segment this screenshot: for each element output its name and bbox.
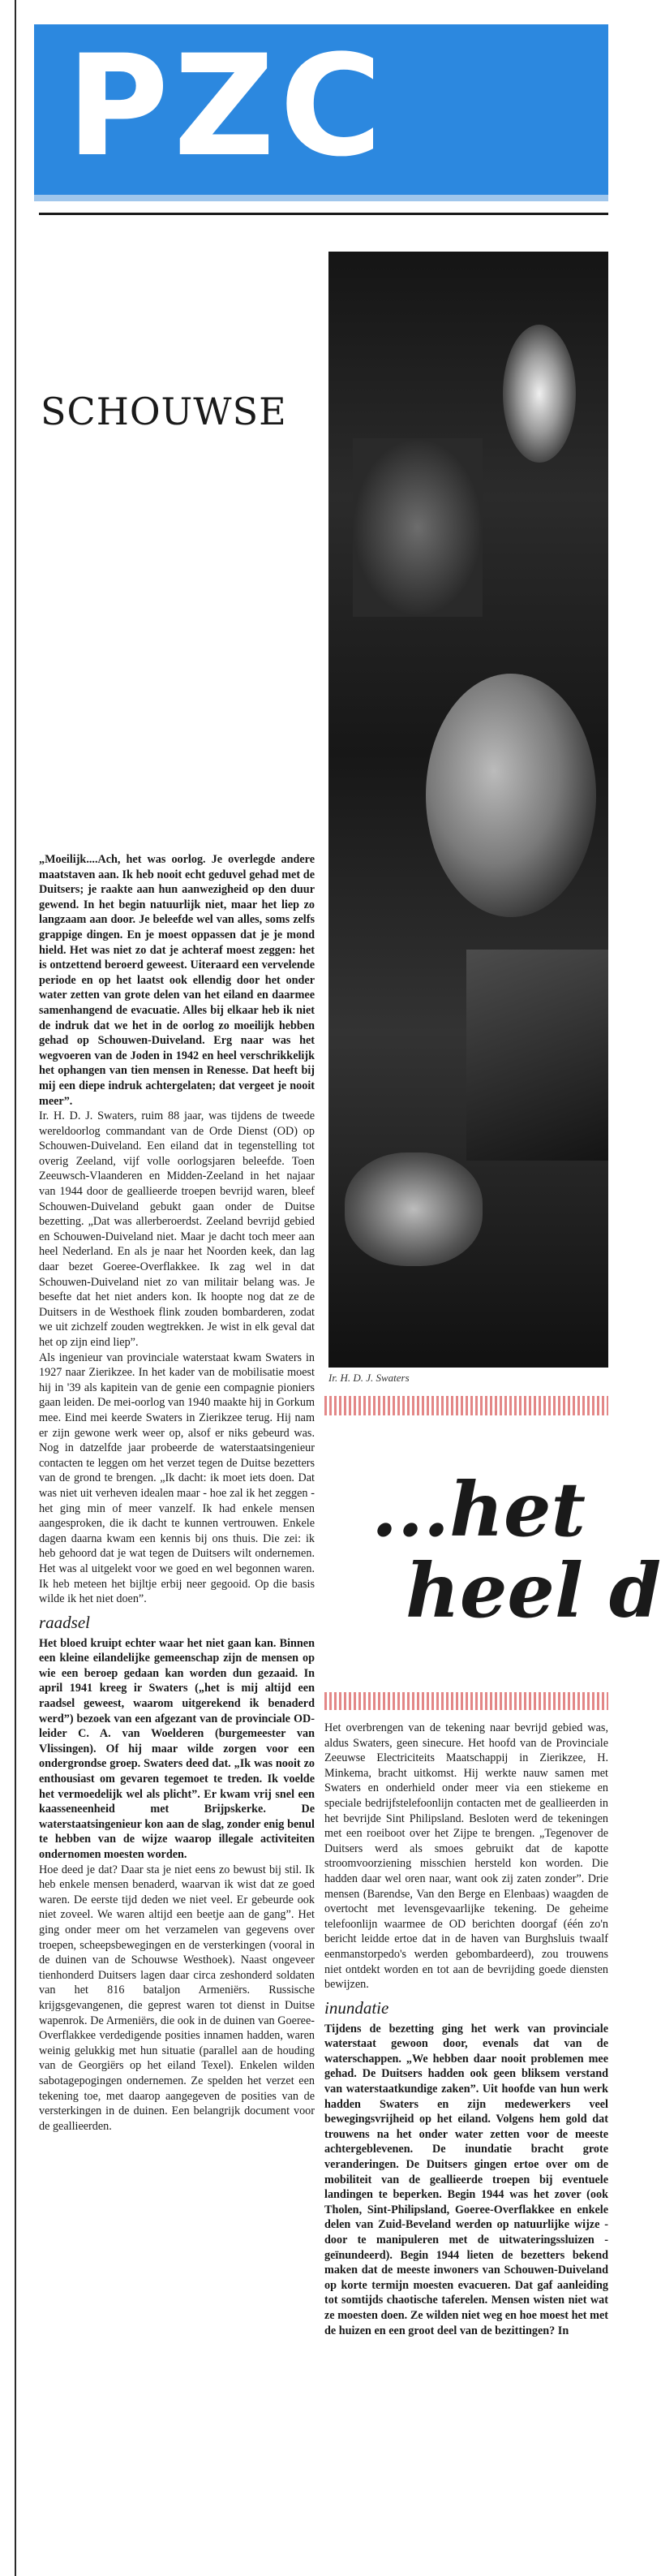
photo-window-area	[353, 438, 483, 617]
subheading: raadsel	[39, 1612, 90, 1632]
body-paragraph: Als ingenieur van provinciale waterstaat kwam Swaters in 1927 naar Zierikzee. In het kader van de mobilisatie moest hij in '39 als kapitein van de genie een compagnie pioniers gaan leiden. De mei-oorlog van 1940 maakte hij in Gorkum mee. Eind mei keerde Swaters in Zierikzee terug. Hij nam er zijn gewone werk weer op, alsof er niks gebeurd was. Nog in datzelfde jaar probeerde de waterstaatsingenieur contacten te leggen om het verzet tegen de Duitse bezetters van de grond te brengen. „Ik dacht: ik moet iets doen. Dat was niet uit verheven idealen maar - hoe zal ik het zeggen - het ging min of meer vanzelf. Ik had enkele mensen aangesproken, die ik dacht te kunnen vertrouwen. Enkele dagen daarna kwam een kennis bij ons thuis. Die zei: ik heb gehoord dat je wat tegen de Duitsers wilt ondernemen. Het was al uitgelekt voor we goed en wel begonnen waren. Ik heb meteen het bijltje erbij neer gegooid. Op die basis wilde ik het niet doen”.	[39, 1350, 315, 1606]
masthead-shadow	[34, 195, 608, 201]
masthead-banner	[34, 24, 608, 195]
portrait-photo	[328, 252, 608, 1368]
newspaper-logo: PZC	[67, 24, 388, 187]
headline: SCHOUWSE	[41, 390, 287, 433]
photo-face-area	[426, 674, 596, 917]
column-rule	[15, 0, 16, 2576]
pull-quote-line-2: heel d	[406, 1547, 661, 1635]
pull-quote-line-1: ...het	[371, 1466, 586, 1553]
page-margin	[0, 0, 36, 2576]
decorative-dot-band-lower	[324, 1692, 608, 1710]
body-paragraph-bold: Tijdens de bezetting ging het werk van provinciale waterstaat gewoon door, evenals dat van de waterschappen. „We hebben daar nooit problemen mee gehad. De Duitsers hadden ook geen bliksem verstand van waterstaatkundige zaken”. Uit hoofde van hun werk hadden Swaters en zijn medewerkers veel bewegingsvrijheid op het eiland. Volgens hem gold dat trouwens na het onder water zetten voor de meeste achtergeblevenen. De inundatie bracht grote veranderingen. De Duitsers gingen ertoe over om de mobiliteit van de geallieerde troepen bij eventuele landingen te beperken. Begin 1944 was het zover (ook Tholen, Sint-Philipsland, Goeree-Overflakkee en enkele delen van Zuid-Beveland werden op natuurlijke wijze - door te manipuleren met de uitwateringssluizen - geïnundeerd). Begin 1944 lieten de bezetters bekend maken dat de meeste inwoners van Schouwen-Duiveland op korte termijn moesten evacueren. Dat gaf aanleiding tot somtijds chaotische taferelen. Mensen wisten niet wat ze moesten doen. Ze wilden niet weg en hoe moest het met de huizen en een groot deel van de bezittingen? In	[324, 2022, 608, 2337]
photo-light-area	[503, 325, 576, 463]
body-paragraph: Het overbrengen van de tekening naar bevrijd gebied was, aldus Swaters, geen sinecure. Het hoofd van de Provinciale Zeeuwse Electriciteits Maatschappij in Zierikzee, H. Minkema, bracht uitkomst. Hij werkte nauw samen met Swaters en onderhield onder meer via een stiekeme en speciale bedrijfstelefoonlijn contacten met de geallieerden in het bevrijde Sint Philipsland. Besloten werd de tekeningen met een roeiboot over het Zijpe te brengen. „Tegenover de Duitsers werd als smoes gebruikt dat de kapotte stroomvoorziening misschien hersteld kon worden. Die hadden daar wel oren naar, want ook zij zaten zonder”. Drie mensen (Barendse, Van den Berge en Elenbaas) waagden de overtocht met levensgevaarlijke tekening. De geheime telefoonlijn waarmee de OD berichten doorgaf (één zo'n bericht leidde ertoe dat in de haven van Burghsluis twaalf eenmanstorpedo's werden gebombardeerd), zou trouwens niet ontdekt worden en tot aan de bevrijding goede diensten bewijzen.	[324, 1721, 608, 1992]
decorative-dot-band	[324, 1396, 608, 1415]
subheading: inundatie	[324, 1997, 389, 2018]
body-paragraph-bold: Het bloed kruipt echter waar het niet gaan kan. Binnen een kleine eilandelijke gemeenschap zijn de mensen op wie een beroep gedaan kan worden dun gezaaid. In april 1941 kreeg ir Swaters („het is mij altijd een raadsel geweest, waarom uitgerekend ik benaderd werd”) bezoek van een afgezant van de provinciale OD-leider C. A. van Woelderen (burgemeester van Vlissingen). Of hij maar wilde zorgen voor een ondergrondse groep. Swaters deed dat. „Ik was nooit zo enthousiast om gevaren tegemoet te treden. Ik voelde het vermoedelijk wel als plicht”. Er kwam vrij snel een kaasseneenheid met Brijpskerke. De waterstaatsingenieur kon aan de slag, zonder enig benul te hebben van de wijze waarop illegale activiteiten ondernomen moesten worden.	[39, 1636, 315, 1861]
article-column-right	[324, 1721, 608, 2565]
photo-caption: Ir. H. D. J. Swaters	[328, 1372, 410, 1384]
top-divider	[39, 213, 608, 215]
photo-collar-area	[466, 950, 608, 1161]
body-paragraph: Ir. H. D. J. Swaters, ruim 88 jaar, was tijdens de tweede wereldoorlog commandant van de Orde Dienst (OD) op Schouwen-Duiveland. Een eiland dat in tegenstelling tot overig Zeeland, vijf volle oorlogsjaren beleefde. Toen Zeeuwsch-Vlaanderen en Midden-Zeeland in het najaar van 1944 door de geallieerde troepen bevrijd waren, bleef Schouwen-Duiveland gebukt gaan onder de Duitse bezetting. „Dat was allerberoerdst. Zeeland bevrijd gebied en Schouwen-Duiveland niet. Maar je dacht toch meer aan heel Nederland. En als je naar het Noorden keek, dan lag daar bezet Goeree-Overflakkee. Ik zag wel in dat Schouwen-Duiveland niet zo van militair belang was. Je besefte dat het niet anders kon. Ik hoopte nog dat ze de Duitsers in de Westhoek flink zouden bombarderen, zodat we uit zichzelf zouden wegtrekken. Je wist in elk geval dat het op zijn eind liep”.	[39, 1109, 315, 1349]
body-paragraph: Hoe deed je dat? Daar sta je niet eens zo bewust bij stil. Ik heb enkele mensen benaderd, waarvan ik wist dat ze goed waren. De eerste tijd deden we niet veel. Er gebeurde ook niet zoveel. We waren altijd een beetje aan de gang”. Het ging onder meer om het verzamelen van gegevens over troepen, scheepsbewegingen en de versterkingen (vooral in de duinen van de Schouwse Westhoek). Naast ongeveer tienhonderd Duitsers lagen daar circa zeshonderd soldaten van het 816 bataljon Armeniërs. Russische krijgsgevangenen, die geprest waren tot dienst in Duitse wapenrok. De Armeniërs, die ook in de duinen van Goeree-Overflakkee verdedigende posities innamen hadden, waren weinig gelukkig met hun situatie (parallel aan de houding van de Georgiërs op het eiland Texel). Enkelen wilden sabotagepogingen ondernemen. Ze spelden het verzet een tekening toe, met daarop aangegeven de posities van de versterkingen in de duinen. Een belangrijk document voor de geallieerden.	[39, 1863, 315, 2133]
article-column-left	[39, 852, 315, 2561]
photo-hand-area	[345, 1152, 483, 1266]
pull-quote	[324, 1466, 661, 1635]
intro-paragraph: „Moeilijk....Ach, het was oorlog. Je overlegde andere maatstaven aan. Ik heb nooit echt geduvel gehad met de Duitsers; je raakte aan hun aanwezigheid op den duur gewend. In het begin natuurlijk niet, maar het liep zo langzaam aan door. Je beleefde wel van alles, soms zelfs grappige dingen. En je moest oppassen dat je je mond hield. Het was niet zo dat je achteraf moest zeggen: het is ontzettend beroerd geweest. Uiteraard een vervelende periode en op het laatst ook ellendig door het onder water zetten van grote delen van het eiland en daarmee samenhangend de evacuatie. Alles bij elkaar heb ik niet de indruk dat we het in de oorlog zo moeilijk hebben gehad op Schouwen-Duiveland. Erg naar was het wegvoeren van de Joden in 1942 en heel verschrikkelijk het ophangen van tien mensen in Renesse. Dat heeft bij mij een diepe indruk achtergelaten; dat vergeet je nooit meer”.	[39, 853, 315, 1108]
